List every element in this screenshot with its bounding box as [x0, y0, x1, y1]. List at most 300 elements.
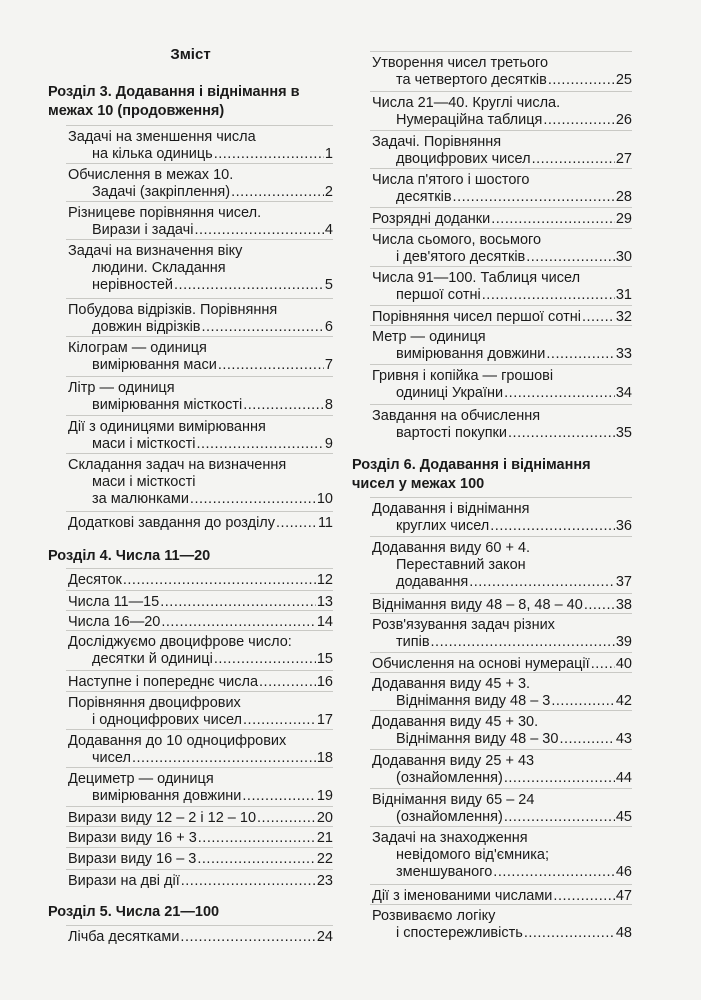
entry-divider: [66, 729, 333, 730]
entry-line: [372, 714, 632, 731]
entry-divider: [370, 305, 632, 306]
page-number: 29: [615, 211, 632, 227]
entry-divider: [370, 613, 632, 614]
dot-leader: [548, 72, 615, 89]
entry-divider: [370, 788, 632, 789]
dot-leader: [214, 146, 324, 163]
entry-divider: [66, 869, 333, 870]
entry-last-line: [372, 693, 632, 710]
toc-entry[interactable]: [372, 368, 632, 402]
entry-text: Числа сьомого, восьмого: [372, 232, 542, 248]
toc-entry[interactable]: [68, 572, 333, 589]
entry-last-line: [68, 830, 333, 847]
entry-text: вимірювання довжини: [92, 788, 242, 804]
toc-entry[interactable]: [68, 929, 333, 946]
entry-last-line: [68, 397, 333, 414]
dot-leader: [559, 731, 614, 748]
toc-entry[interactable]: [372, 656, 632, 673]
dot-leader: [546, 346, 614, 363]
toc-entry[interactable]: [372, 908, 632, 942]
entry-last-line: [372, 925, 632, 942]
toc-entry[interactable]: [68, 771, 333, 805]
entry-last-line: [68, 222, 333, 239]
dot-leader: [493, 864, 615, 881]
entry-text: вимірювання місткості: [92, 397, 243, 413]
entry-text: Дії з одиницями вимірювання: [68, 419, 266, 435]
entry-line: [372, 676, 632, 693]
dot-leader: [243, 712, 316, 729]
entry-divider: [66, 806, 333, 807]
entry-line: [372, 329, 632, 346]
page-number: 48: [615, 925, 632, 941]
dot-leader: [202, 319, 324, 336]
entry-divider: [370, 168, 632, 169]
toc-entry[interactable]: [372, 408, 632, 442]
dot-leader: [259, 674, 316, 691]
entry-text: і дев'ятого десятків: [396, 249, 526, 265]
entry-last-line: [372, 770, 632, 787]
dot-leader: [591, 656, 615, 673]
entry-last-line: [68, 184, 333, 201]
entry-last-line: [68, 572, 333, 589]
entry-last-line: [68, 594, 333, 611]
dot-leader: [482, 287, 615, 304]
entry-divider: [66, 163, 333, 164]
page-number: 33: [615, 346, 632, 362]
entry-text: Порівняння чисел першої сотні: [372, 309, 581, 325]
page-number: 45: [615, 809, 632, 825]
toc-entry[interactable]: [372, 714, 632, 748]
dot-leader: [257, 810, 316, 827]
entry-text: Числа 21—40. Круглі числа.: [372, 95, 561, 111]
entry-line: [372, 557, 632, 574]
entry-divider: [66, 826, 333, 827]
section-3-title: Розділ 3. Додавання і віднімання в межах 10 (продовження): [48, 84, 300, 119]
entry-text: Розвиваємо логіку: [372, 908, 496, 924]
dot-leader: [553, 888, 614, 905]
entry-line: [68, 695, 333, 712]
page-number: 37: [615, 574, 632, 590]
entry-last-line: [68, 357, 333, 374]
toc-entry[interactable]: [372, 134, 632, 168]
dot-leader: [123, 572, 316, 589]
entry-line: [372, 847, 632, 864]
dot-leader: [196, 436, 323, 453]
entry-text: за малюнками: [92, 491, 189, 507]
section-4-title: Розділ 4. Числа 11—20: [48, 548, 211, 564]
page-number: 17: [316, 712, 333, 728]
toc-entry[interactable]: [68, 674, 333, 691]
entry-line: [372, 908, 632, 925]
toc-entry[interactable]: [68, 205, 333, 239]
dot-leader: [242, 788, 315, 805]
entry-text: вимірювання довжини: [396, 346, 546, 362]
entry-line: [372, 540, 632, 557]
entry-divider: [370, 266, 632, 267]
toc-entry[interactable]: [372, 309, 632, 326]
toc-entry[interactable]: [68, 594, 333, 611]
page-number: 21: [316, 830, 333, 846]
entry-last-line: [372, 112, 632, 129]
entry-divider: [66, 511, 333, 512]
entry-text: Додавання виду 45 + 3.: [372, 676, 531, 692]
dot-leader: [469, 574, 615, 591]
entry-text: Розв'язування задач різних: [372, 617, 555, 633]
entry-last-line: [68, 788, 333, 805]
entry-text: Задачі на знаходження: [372, 830, 528, 846]
page-number: 1: [324, 146, 333, 162]
entry-last-line: [68, 614, 333, 631]
page-number: 47: [615, 888, 632, 904]
entry-divider: [370, 652, 632, 653]
toc-entry[interactable]: [372, 232, 632, 266]
page-number: 23: [316, 873, 333, 889]
entry-text: Дії з іменованими числами: [372, 888, 553, 904]
toc-entry[interactable]: [372, 211, 632, 228]
dot-leader: [218, 357, 324, 374]
page-number: 7: [324, 357, 333, 373]
dot-leader: [197, 851, 315, 868]
page-number: 6: [324, 319, 333, 335]
entry-line: [68, 419, 333, 436]
entry-text: Додавання виду 45 + 30.: [372, 714, 539, 730]
entry-last-line: [68, 277, 333, 294]
entry-divider: [370, 325, 632, 326]
page-number: 25: [615, 72, 632, 88]
dot-leader: [543, 112, 615, 129]
entry-divider: [66, 125, 333, 126]
dot-leader: [231, 184, 324, 201]
entry-last-line: [372, 574, 632, 591]
entry-last-line: [68, 851, 333, 868]
dot-leader: [243, 397, 324, 414]
page-number: 42: [615, 693, 632, 709]
dot-leader: [194, 222, 323, 239]
entry-text: Досліджуємо двоцифрове число:: [68, 634, 292, 650]
entry-text: і одноцифрових чисел: [92, 712, 243, 728]
entry-last-line: [68, 873, 333, 890]
page-number: 35: [615, 425, 632, 441]
entry-text: Гривня і копійка — грошові: [372, 368, 554, 384]
entry-divider: [370, 404, 632, 405]
toc-entry[interactable]: [68, 733, 333, 767]
toc-entry[interactable]: [68, 695, 333, 729]
entry-divider: [66, 201, 333, 202]
entry-last-line: [372, 211, 632, 228]
entry-text: додавання: [396, 574, 469, 590]
entry-last-line: [372, 518, 632, 535]
page-number: 30: [615, 249, 632, 265]
toc-entry[interactable]: [68, 167, 333, 201]
entry-line: [372, 172, 632, 189]
entry-last-line: [372, 346, 632, 363]
entry-text: Числа 11—15: [68, 594, 160, 610]
toc-entry[interactable]: [372, 597, 632, 614]
entry-text: чисел: [92, 750, 131, 766]
entry-text: Метр — одиниця: [372, 329, 486, 345]
toc-entry[interactable]: [372, 172, 632, 206]
entry-last-line: [372, 656, 632, 673]
entry-line: [68, 129, 333, 146]
page-number: 31: [615, 287, 632, 303]
toc-entry[interactable]: [68, 340, 333, 374]
entry-line: [372, 368, 632, 385]
entry-text: Вирази на дві дії: [68, 873, 180, 889]
page-number: 8: [324, 397, 333, 413]
entry-text: нерівностей: [92, 277, 174, 293]
entry-last-line: [372, 888, 632, 905]
dot-leader: [491, 211, 615, 228]
entry-text: десятків: [396, 189, 452, 205]
dot-leader: [490, 518, 615, 535]
toc-entry[interactable]: [372, 55, 632, 89]
entry-text: Числа п'ятого і шостого: [372, 172, 530, 188]
dot-leader: [160, 594, 316, 611]
entry-text: двоцифрових чисел: [396, 151, 531, 167]
entry-text: вимірювання маси: [92, 357, 217, 373]
entry-text: Побудова відрізків. Порівняння: [68, 302, 278, 318]
page-number: 46: [615, 864, 632, 880]
entry-last-line: [372, 385, 632, 402]
toc-entry[interactable]: [68, 634, 333, 668]
entry-line: [68, 302, 333, 319]
entry-text: невідомого від'ємника;: [396, 847, 550, 863]
entry-last-line: [372, 597, 632, 614]
entry-text: Наступне і попереднє числа: [68, 674, 259, 690]
entry-text: Числа 16—20: [68, 614, 161, 630]
entry-divider: [66, 298, 333, 299]
entry-divider: [370, 91, 632, 92]
entry-text: маси і місткості: [92, 436, 196, 452]
entry-text: Десяток: [68, 572, 122, 588]
entry-divider: [66, 590, 333, 591]
entry-line: [372, 501, 632, 518]
toc-entry[interactable]: [68, 873, 333, 890]
entry-text: Задачі (закріплення): [92, 184, 231, 200]
page-number: 34: [615, 385, 632, 401]
entry-divider: [370, 593, 632, 594]
section-5-title: Розділ 5. Числа 21—100: [48, 904, 220, 920]
toc-entry[interactable]: [68, 614, 333, 631]
entry-text: Віднімання виду 48 – 30: [396, 731, 559, 747]
dot-leader: [504, 770, 615, 787]
entry-divider: [370, 364, 632, 365]
toc-entry[interactable]: [372, 676, 632, 710]
entry-text: Додавання до 10 одноцифрових: [68, 733, 287, 749]
entry-text: (ознайомлення): [396, 770, 503, 786]
toc-entry[interactable]: [68, 851, 333, 868]
entry-text: типів: [396, 634, 430, 650]
entry-last-line: [68, 515, 333, 532]
dot-leader: [431, 634, 615, 651]
entry-text: Вирази виду 12 – 2 і 12 – 10: [68, 810, 257, 826]
dot-leader: [214, 651, 316, 668]
entry-divider: [66, 610, 333, 611]
page-number: 10: [316, 491, 333, 507]
entry-text: Віднімання виду 48 – 3: [396, 693, 551, 709]
entry-divider: [66, 630, 333, 631]
dot-leader: [161, 614, 316, 631]
dot-leader: [198, 830, 316, 847]
entry-text: Числа 91—100. Таблиця чисел: [372, 270, 581, 286]
page-number: 18: [316, 750, 333, 766]
toc-entry[interactable]: [68, 810, 333, 827]
page-number: 22: [316, 851, 333, 867]
entry-line: [372, 134, 632, 151]
page-number: 15: [316, 651, 333, 667]
entry-text: зменшуваного: [396, 864, 493, 880]
entry-text: першої сотні: [396, 287, 481, 303]
entry-last-line: [68, 674, 333, 691]
toc-entry[interactable]: [372, 753, 632, 787]
entry-last-line: [372, 425, 632, 442]
dot-leader: [174, 277, 324, 294]
toc-entry[interactable]: [372, 270, 632, 304]
entry-line: [68, 205, 333, 222]
entry-line: [372, 55, 632, 72]
entry-text: Вирази виду 16 – 3: [68, 851, 197, 867]
entry-divider: [66, 670, 333, 671]
toc-entry[interactable]: [68, 243, 333, 294]
entry-line: [68, 733, 333, 750]
page-number: 36: [615, 518, 632, 534]
entry-line: [372, 408, 632, 425]
entry-text: та четвертого десятків: [396, 72, 547, 88]
toc-entry[interactable]: [372, 617, 632, 651]
entry-divider: [66, 847, 333, 848]
entry-text: Різницеве порівняння чисел.: [68, 205, 262, 221]
entry-divider: [370, 826, 632, 827]
entry-divider: [66, 453, 333, 454]
entry-text: людини. Складання: [92, 260, 226, 276]
entry-text: Задачі на зменшення числа: [68, 129, 256, 145]
entry-divider: [370, 207, 632, 208]
entry-text: Літр — одиниця: [68, 380, 175, 396]
dot-leader: [453, 189, 615, 206]
entry-text: Обчислення в межах 10.: [68, 167, 234, 183]
toc-entry[interactable]: [68, 129, 333, 163]
entry-line: [68, 771, 333, 788]
page-number: 27: [615, 151, 632, 167]
entry-text: Задачі. Порівняння: [372, 134, 502, 150]
entry-text: Додавання і віднімання: [372, 501, 530, 517]
entry-divider: [370, 904, 632, 905]
entry-text: довжин відрізків: [92, 319, 201, 335]
entry-line: [372, 617, 632, 634]
page-number: 20: [316, 810, 333, 826]
toc-entry[interactable]: [68, 830, 333, 847]
page-number: 16: [316, 674, 333, 690]
entry-divider: [66, 925, 333, 926]
entry-last-line: [372, 287, 632, 304]
entry-text: Дециметр — одиниця: [68, 771, 214, 787]
entry-last-line: [372, 309, 632, 326]
entry-last-line: [372, 151, 632, 168]
entry-text: Переставний закон: [396, 557, 526, 573]
entry-text: Утворення чисел третього: [372, 55, 549, 71]
page-number: 24: [316, 929, 333, 945]
entry-divider: [370, 228, 632, 229]
page-number: 28: [615, 189, 632, 205]
toc-entry[interactable]: [68, 457, 333, 508]
dot-leader: [524, 925, 615, 942]
entry-text: Задачі на визначення віку: [68, 243, 243, 259]
entry-text: і спостережливість: [396, 925, 523, 941]
entry-divider: [370, 130, 632, 131]
entry-last-line: [372, 634, 632, 651]
entry-last-line: [372, 809, 632, 826]
entry-text: маси і місткості: [92, 474, 196, 490]
dot-leader: [190, 491, 316, 508]
toc-entry[interactable]: [372, 95, 632, 129]
entry-text: Нумераційна таблиця: [396, 112, 543, 128]
entry-line: [372, 753, 632, 770]
entry-text: Віднімання виду 48 – 8, 48 – 40: [372, 597, 583, 613]
dot-leader: [582, 309, 615, 326]
entry-divider: [66, 767, 333, 768]
page-number: 14: [316, 614, 333, 630]
page-number: 38: [615, 597, 632, 613]
entry-text: Розрядні доданки: [372, 211, 491, 227]
dot-leader: [551, 693, 614, 710]
dot-leader: [526, 249, 615, 266]
toc-entry[interactable]: [372, 329, 632, 363]
entry-text: одиниці України: [396, 385, 504, 401]
entry-divider: [66, 691, 333, 692]
entry-divider: [370, 51, 632, 52]
toc-entry[interactable]: [68, 380, 333, 414]
page-number: 9: [324, 436, 333, 452]
entry-text: Порівняння двоцифрових: [68, 695, 241, 711]
page-number: 39: [615, 634, 632, 650]
toc-entry[interactable]: [68, 515, 333, 532]
entry-line: [372, 830, 632, 847]
page-number: 4: [324, 222, 333, 238]
page-number: 19: [316, 788, 333, 804]
entry-divider: [66, 336, 333, 337]
page-number: 44: [615, 770, 632, 786]
entry-divider: [370, 536, 632, 537]
entry-text: вартості покупки: [396, 425, 508, 441]
entry-divider: [370, 672, 632, 673]
entry-text: (ознайомлення): [396, 809, 503, 825]
entry-text: Лічба десятками: [68, 929, 180, 945]
toc-entry[interactable]: [372, 830, 632, 881]
toc-entry[interactable]: [372, 792, 632, 826]
entry-last-line: [68, 319, 333, 336]
toc-entry[interactable]: [372, 540, 632, 591]
entry-line: [68, 340, 333, 357]
entry-divider: [66, 376, 333, 377]
entry-text: Кілограм — одиниця: [68, 340, 207, 356]
entry-text: Складання задач на визначення: [68, 457, 287, 473]
entry-last-line: [372, 864, 632, 881]
page-number: 32: [615, 309, 632, 325]
dot-leader: [132, 750, 316, 767]
toc-entry[interactable]: [68, 302, 333, 336]
entry-line: [372, 232, 632, 249]
entry-divider: [370, 497, 632, 498]
toc-entry[interactable]: [372, 501, 632, 535]
toc-entry[interactable]: [372, 888, 632, 905]
page-number: 11: [317, 515, 333, 531]
entry-last-line: [372, 249, 632, 266]
entry-line: [372, 95, 632, 112]
toc-entry[interactable]: [68, 419, 333, 453]
entry-divider: [370, 710, 632, 711]
section-6-title: Розділ 6. Додавання і віднімання чисел у межах 100: [352, 457, 591, 492]
entry-last-line: [372, 72, 632, 89]
